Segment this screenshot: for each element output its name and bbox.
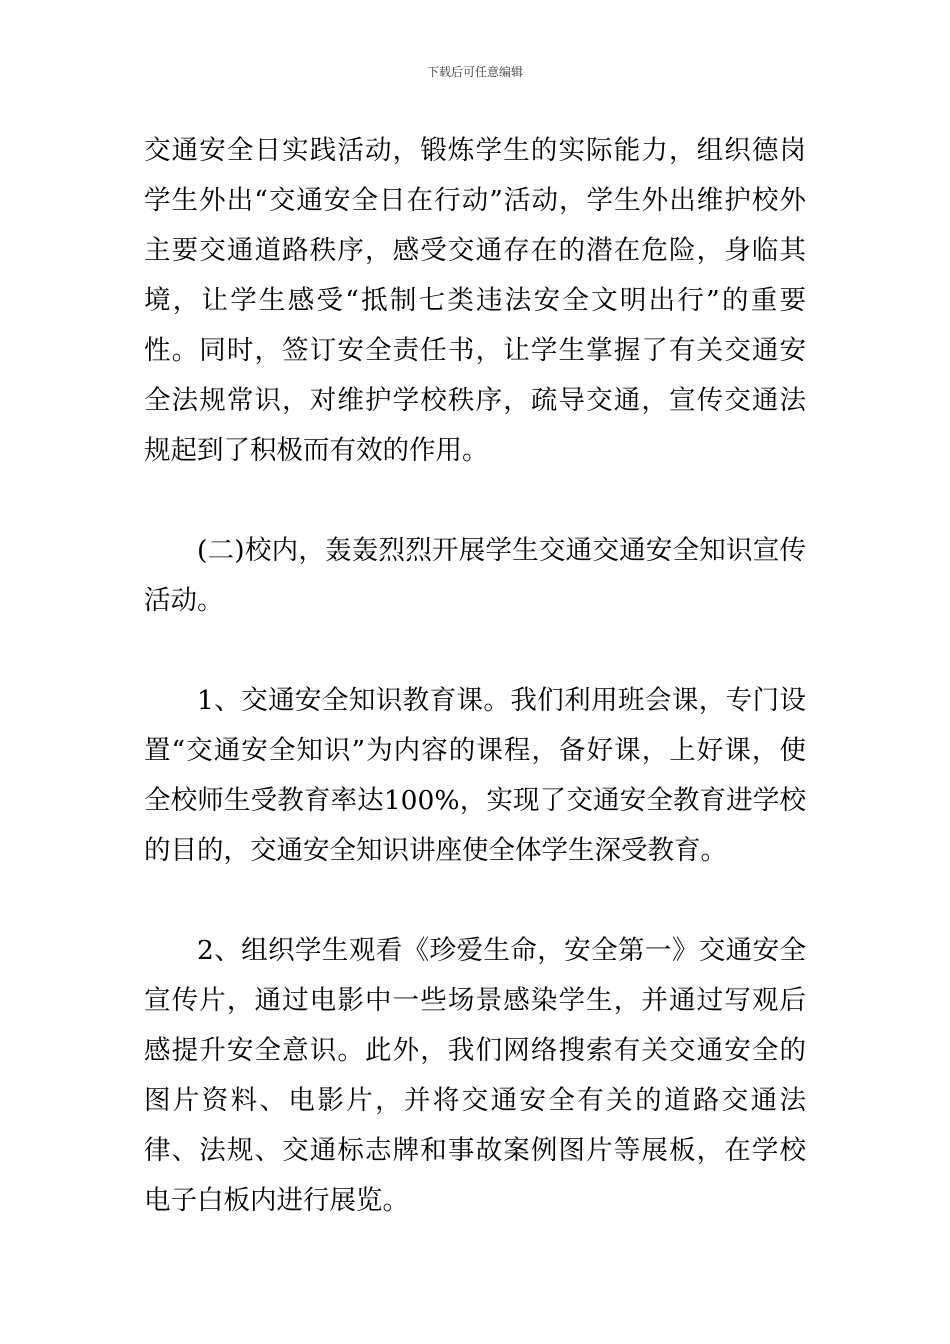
paragraph-3: 1、交通安全知识教育课。我们利用班会课，专门设置“交通安全知识”为内容的课程，备好课，上好课，使全校师生受教育率达100%，实现了交通安全教育进学校的目的，交通安全知识讲座使全体学生深受教育。 [144, 685, 806, 866]
paragraph-4: 2、组织学生观看《珍爱生命，安全第一》交通安全宣传片，通过电影中一些场景感染学生，并通过写观后感提升安全意识。此外，我们网络搜索有关交通安全的图片资料、电影片，并将交通安全有关的道路交通法律、法规、交通标志牌和事故案例图片等展板，在学校电子白板内进行展览。 [144, 935, 806, 1216]
document-body [144, 126, 806, 1226]
page-header: 下载后可任意编辑 [426, 65, 523, 79]
paragraph-2-section-heading: (二)校内，轰轰烈烈开展学生交通交通安全知识宣传活动。 [144, 535, 806, 616]
paragraph-1: 交通安全日实践活动，锻炼学生的实际能力，组织德岗学生外出“交通安全日在行动”活动，学生外出维护校外主要交通道路秩序，感受交通存在的潜在危险，身临其境，让学生感受“抵制七类违法安全文明出行”的重要性。同时，签订安全责任书，让学生掌握了有关交通安全法规常识，对维护学校秩序，疏导交通，宣传交通法规起到了积极而有效的作用。 [144, 135, 806, 466]
